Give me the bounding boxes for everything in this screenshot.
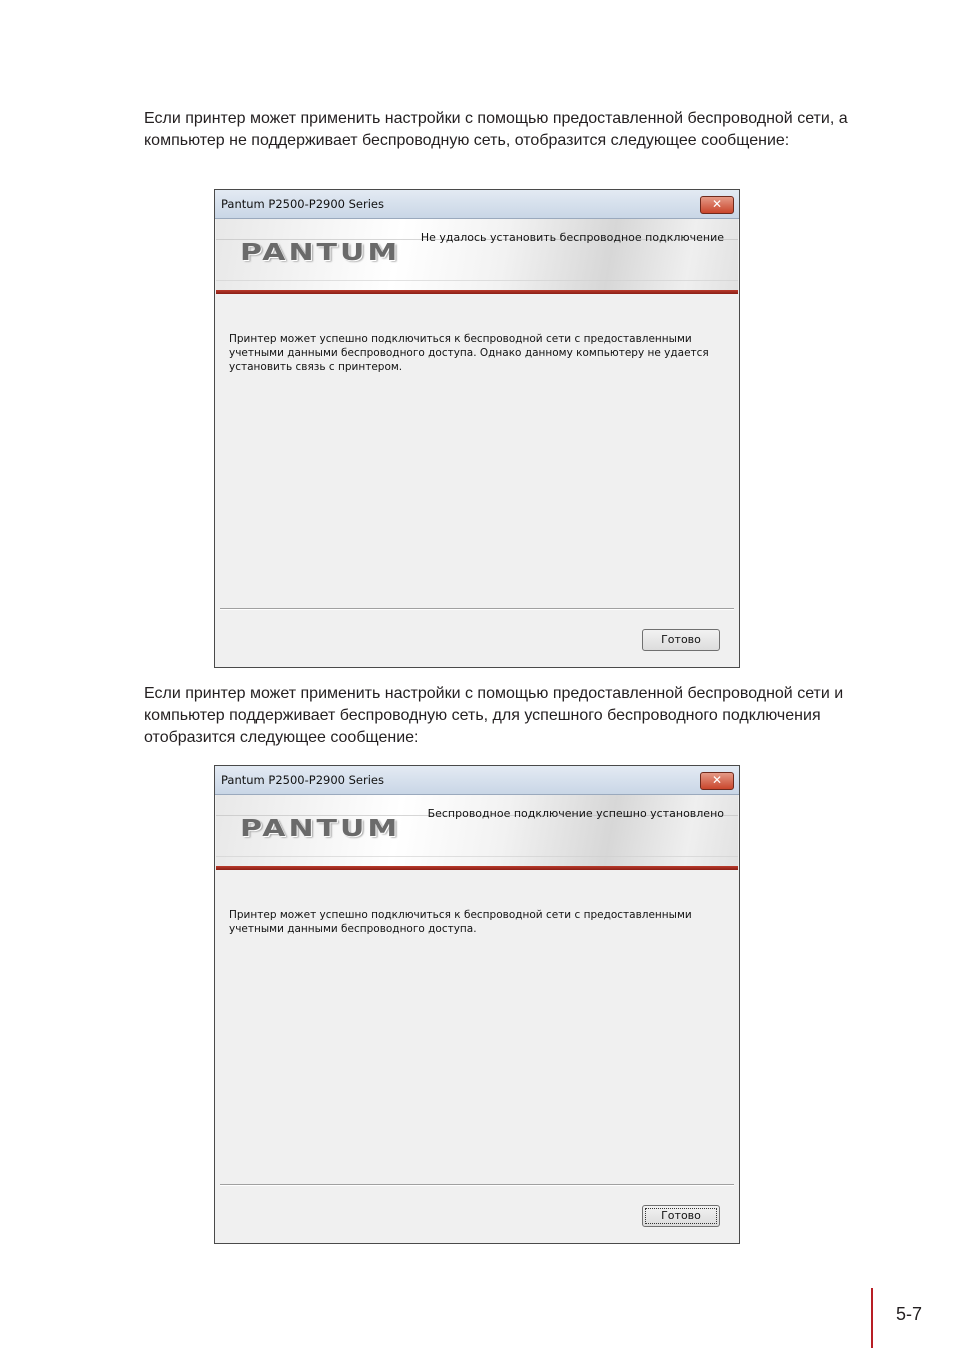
banner-red-bar xyxy=(216,290,738,294)
intro-paragraph-1: Если принтер может применить настройки с помощью предоставленной беспроводной сети, а компьютер не поддерживает беспроводную сеть, отобразится следующее сообщение: xyxy=(144,110,848,149)
dialog-connection-success xyxy=(214,765,740,1244)
dialog-divider xyxy=(220,1184,734,1186)
intro-paragraph-2: Если принтер может применить настройки с помощью предоставленной беспроводной сети и компьютер поддерживает беспроводную сеть, для успешного беспроводного подключения отобразится следующее сообщение: xyxy=(144,685,844,746)
done-button[interactable]: Готово xyxy=(642,629,720,651)
dialog-banner xyxy=(216,795,738,867)
close-icon: ✕ xyxy=(711,197,723,211)
close-button[interactable] xyxy=(700,772,734,790)
dialog-titlebar xyxy=(215,190,739,219)
dialog-title: Pantum P2500-P2900 Series xyxy=(221,773,384,787)
pantum-logo: PANTUM xyxy=(240,239,401,267)
pantum-logo: PANTUM xyxy=(240,815,401,843)
banner-red-bar xyxy=(216,866,738,870)
dialog-connection-failed xyxy=(214,189,740,668)
close-icon: ✕ xyxy=(711,773,723,787)
close-button[interactable] xyxy=(700,196,734,214)
banner-status-text: Беспроводное подключение успешно установлено xyxy=(427,807,724,820)
page-number-rule xyxy=(871,1288,873,1348)
dialog-titlebar xyxy=(215,766,739,795)
dialog-message: Принтер может успешно подключиться к беспроводной сети с предоставленными учетными данными беспроводного доступа. Однако данному компьютеру не удается установить связь с принтером. xyxy=(229,333,709,373)
dialog-divider xyxy=(220,608,734,610)
page-number: 5-7 xyxy=(896,1304,923,1324)
dialog-message: Принтер может успешно подключиться к беспроводной сети с предоставленными учетными данными беспроводного доступа. xyxy=(229,909,692,935)
done-button[interactable]: Готово xyxy=(642,1205,720,1227)
dialog-banner xyxy=(216,219,738,291)
dialog-title: Pantum P2500-P2900 Series xyxy=(221,197,384,211)
banner-status-text: Не удалось установить беспроводное подключение xyxy=(420,231,724,244)
